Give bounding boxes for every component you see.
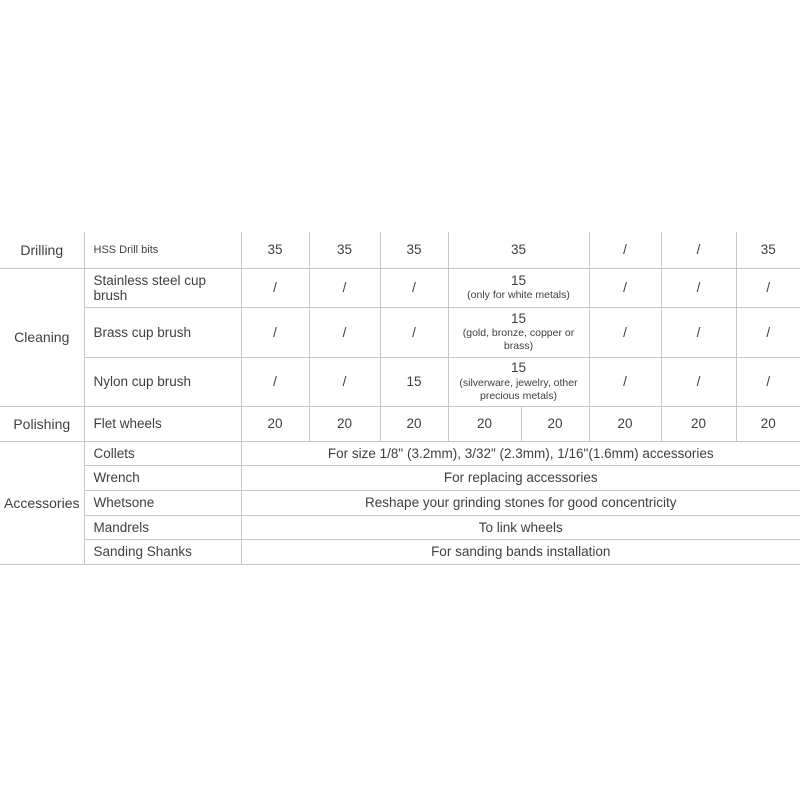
cell-main-value: 15 <box>510 310 527 326</box>
item-cell: Sanding Shanks <box>84 539 241 564</box>
value-cell: 20 <box>589 406 661 441</box>
value-cell: / <box>661 307 736 357</box>
value-cell: / <box>309 307 380 357</box>
value-cell: 20 <box>736 406 800 441</box>
value-cell: / <box>241 268 309 307</box>
value-cell: / <box>589 307 661 357</box>
item-cell: Collets <box>84 441 241 465</box>
value-cell: / <box>589 268 661 307</box>
value-cell: / <box>309 357 380 406</box>
value-cell <box>448 268 589 307</box>
value-cell: / <box>736 268 800 307</box>
value-cell: / <box>589 357 661 406</box>
item-cell: HSS Drill bits <box>84 232 241 268</box>
table-row <box>0 465 800 490</box>
value-cell: 20 <box>521 406 589 441</box>
item-cell: Nylon cup brush <box>84 357 241 406</box>
item-cell: Stainless steel cup brush <box>84 268 241 307</box>
value-cell: / <box>736 307 800 357</box>
value-cell: Reshape your grinding stones for good concentricity <box>241 490 800 515</box>
item-cell: Brass cup brush <box>84 307 241 357</box>
table-row <box>0 490 800 515</box>
value-cell: 35 <box>736 232 800 268</box>
value-cell: For sanding bands installation <box>241 539 800 564</box>
cell-sub-note: (silverware, jewelry, other precious metals) <box>459 376 578 402</box>
value-cell: For size 1/8" (3.2mm), 3/32" (2.3mm), 1/16"(1.6mm) accessories <box>241 441 800 465</box>
value-cell <box>448 357 589 406</box>
category-cell-cleaning: Cleaning <box>0 268 84 406</box>
value-cell: 15 <box>380 357 448 406</box>
product-spec-table <box>0 232 800 565</box>
value-cell: 35 <box>448 232 589 268</box>
value-cell: / <box>736 357 800 406</box>
category-cell-polishing: Polishing <box>0 406 84 441</box>
value-cell: 35 <box>380 232 448 268</box>
table-row <box>0 441 800 465</box>
value-cell: 20 <box>380 406 448 441</box>
table-row <box>0 307 800 357</box>
table-row <box>0 357 800 406</box>
cell-main-value: 15 <box>510 272 527 288</box>
value-cell <box>448 307 589 357</box>
item-cell: Wrench <box>84 465 241 490</box>
category-cell-drilling: Drilling <box>0 232 84 268</box>
category-cell-accessories: Accessories <box>0 441 84 564</box>
item-cell: Flet wheels <box>84 406 241 441</box>
table-row <box>0 406 800 441</box>
table-row <box>0 232 800 268</box>
value-cell: 20 <box>448 406 521 441</box>
table-row <box>0 515 800 539</box>
value-cell: / <box>380 307 448 357</box>
value-cell: / <box>241 307 309 357</box>
value-cell: 35 <box>241 232 309 268</box>
item-cell: Mandrels <box>84 515 241 539</box>
value-cell: To link wheels <box>241 515 800 539</box>
value-cell: 20 <box>661 406 736 441</box>
value-cell: 35 <box>309 232 380 268</box>
value-cell: / <box>661 232 736 268</box>
cell-sub-note: (gold, bronze, copper or brass) <box>462 327 575 353</box>
value-cell: 20 <box>309 406 380 441</box>
value-cell: / <box>661 268 736 307</box>
value-cell: / <box>380 268 448 307</box>
table-row <box>0 539 800 564</box>
value-cell: / <box>309 268 380 307</box>
value-cell: 20 <box>241 406 309 441</box>
cell-sub-note: (only for white metals) <box>467 289 570 302</box>
cell-main-value: 15 <box>510 360 527 376</box>
value-cell: / <box>241 357 309 406</box>
value-cell: For replacing accessories <box>241 465 800 490</box>
table-row <box>0 268 800 307</box>
value-cell: / <box>661 357 736 406</box>
item-cell: Whetsone <box>84 490 241 515</box>
value-cell: / <box>589 232 661 268</box>
